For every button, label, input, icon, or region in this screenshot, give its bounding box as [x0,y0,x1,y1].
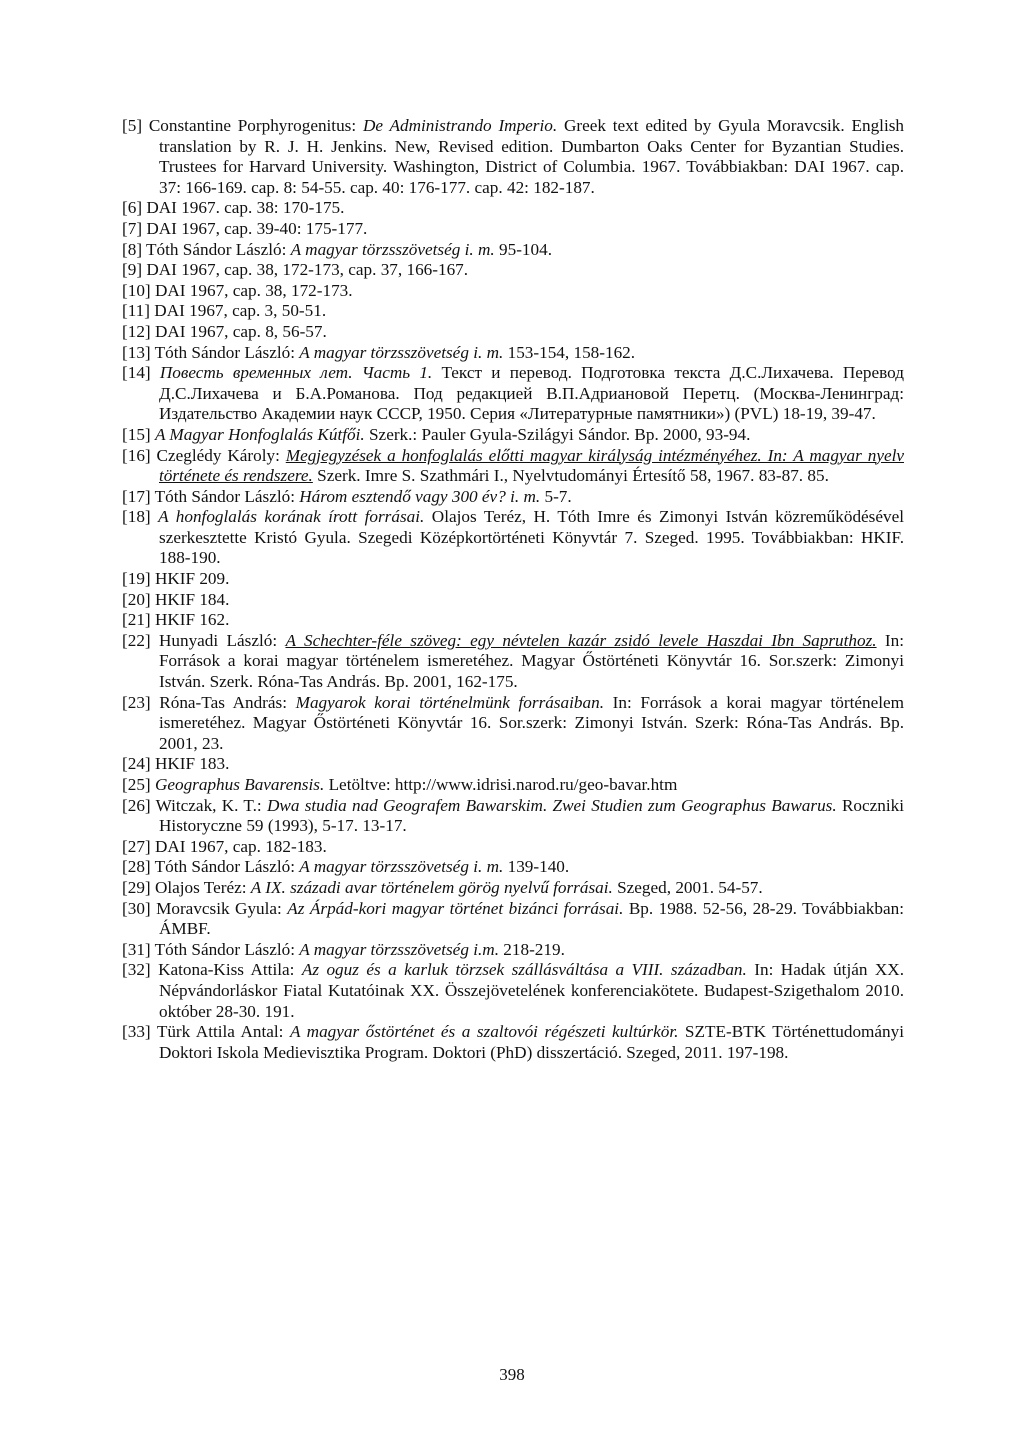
reference-number: [18] [122,507,151,527]
reference-number: [9] [122,260,143,280]
reference-text: Olajos Teréz: [150,877,251,897]
reference-number: [31] [122,939,151,959]
reference-item [122,960,904,1022]
reference-number: [29] [122,877,151,897]
reference-title: A Schechter-féle szöveg: egy névtelen kazár zsidó levele Haszdai Ibn Sapruthoz. [285,630,877,650]
reference-number: [32] [122,960,151,980]
reference-text: Czeglédy Károly: [150,445,286,465]
reference-title: A honfoglalás korának írott forrásai. [158,507,425,527]
reference-text: 95-104. [494,239,552,259]
reference-title: A IX. századi avar történelem görög nyelvű forrásai. [250,877,613,897]
reference-text: Bp. 1988. 52-56, 28-29. Továbbiakban: ÁMBF. [159,898,904,939]
reference-text: Katona-Kiss Attila: [150,960,302,980]
reference-text: DAI 1967, cap. 39-40: 175-177. [142,218,368,238]
reference-text: DAI 1967, cap. 8, 56-57. [150,321,327,341]
reference-text: Szerk. Imre S. Szathmári I., Nyelvtudományi Értesítő 58, 1967. 83-87. 85. [312,466,829,486]
reference-text: Moravcsik Gyula: [150,898,288,918]
reference-text: Witczak, K. T.: [150,795,267,815]
reference-number: [24] [122,754,151,774]
reference-item [122,899,904,940]
reference-text: Olajos Teréz, H. Tóth Imre és Zimonyi István közreműködésével szerkesztette Kristó Gyula. Szegedi Középkortörténeti Könyvtár 7. Szeged. 1995. Továbbiakban: HKIF. 188-190. [159,507,904,568]
reference-number: [17] [122,486,151,506]
reference-text [151,363,160,382]
reference-title: Az oguz és a karluk törzsek szállásváltása a VIII. században. [301,960,747,980]
reference-number: [20] [122,589,151,609]
reference-item [122,260,904,281]
reference-item [122,281,904,302]
reference-text: Roczniki Historyczne 59 (1993), 5-17. 13-17. [159,795,904,836]
reference-title: A magyar törzsszövetség i. m. [290,239,495,259]
reference-text: Letöltve: http://www.idrisi.narod.ru/geo-bavar.htm [324,775,678,794]
reference-text: HKIF 162. [150,610,230,630]
reference-item [122,569,904,590]
reference-item [122,796,904,837]
reference-text: DAI 1967, cap. 182-183. [150,836,327,856]
reference-list [122,116,904,1063]
reference-text: In: Hadak útján XX. Népvándorláskor Fiatal Kutatóinak XX. Összejövetelének konferenciakötete. Budapest-Szigethalom 2010. október 28-30. 191. [159,960,904,1021]
reference-title: Az Árpád-kori magyar történet bizánci forrásai. [287,898,624,918]
reference-number: [14] [122,363,151,383]
reference-item [122,116,904,198]
reference-text: Текст и перевод. Подготовка текста Д.С.Лихачева. Перевод Д.С.Лихачева и Б.А.Романова. Под редакцией В.П.Адриановой Перетц. (Москва-Ленинград: Издательство Академии наук СССР, 1950. Серия «Литературные памятники») (PVL) 18-19, 39-47. [159,363,904,424]
reference-number: [25] [122,775,151,794]
reference-text: DAI 1967. cap. 38: 170-175. [142,198,345,218]
reference-text: 218-219. [499,939,565,959]
reference-title: Geographus Bavarensis. [154,775,325,794]
reference-item [122,343,904,364]
reference-item [122,301,904,322]
reference-number: [15] [122,424,151,444]
reference-number: [33] [122,1022,151,1042]
reference-title: Dwa studia nad Geografem Bawarskim. Zwei Studien zum Geographus Bawarus. [266,795,837,815]
reference-number: [10] [122,280,151,300]
reference-title: Повесть временных лет. Часть 1. [159,363,433,383]
reference-text: Constantine Porphyrogenitus: [142,116,363,135]
reference-number: [28] [122,857,151,877]
reference-number: [26] [122,795,151,815]
reference-item [122,1022,904,1063]
reference-title: A magyar törzsszövetség i. m. [299,342,504,362]
reference-item [122,878,904,899]
reference-text: 5-7. [540,486,572,506]
reference-text: Szeged, 2001. 54-57. [612,877,763,897]
reference-item [122,693,904,755]
reference-text: Tóth Sándor László: [150,939,300,959]
reference-text: DAI 1967, cap. 38, 172-173. [150,280,353,300]
reference-text: Hunyadi László: [150,630,286,650]
reference-number: [11] [122,301,150,321]
reference-text: SZTE-BTK Történettudományi Doktori Iskola Medievisztika Program. Doktori (PhD) disszertáció. Szeged, 2011. 197-198. [159,1022,905,1062]
reference-text: Róna-Tas András: [150,692,296,712]
reference-number: [12] [122,321,151,341]
reference-item [122,219,904,240]
reference-text: 139-140. [503,857,570,877]
reference-text: Tóth Sándor László: [150,486,300,506]
reference-number: [21] [122,610,151,630]
reference-number: [7] [122,218,143,238]
reference-item [122,363,904,425]
reference-text: Tóth Sándor László: [150,342,300,362]
reference-item [122,590,904,611]
reference-number: [8] [122,239,143,259]
reference-text: Greek text edited by Gyula Moravcsik. English translation by R. J. H. Jenkins. New, Revised edition. Dumbarton Oaks Center for Byzantian Studies. Trustees for Harvard University. Washington, District of Columbia. 1967. Továbbiakban: DAI 1967. cap. 37: 166-169. cap. 8: 54-55. cap. 40: 176-177. cap. 42: 182-187. [159,116,905,197]
reference-number: [30] [122,898,151,918]
reference-item [122,198,904,219]
reference-item [122,487,904,508]
reference-text: Türk Attila Antal: [150,1022,290,1042]
reference-text: HKIF 184. [150,589,230,609]
reference-item [122,322,904,343]
reference-title: A magyar törzsszövetség i. m. [299,857,504,877]
reference-item [122,446,904,487]
reference-title: A magyar őstörténet és a szaltovói régészeti kultúrkör. [289,1022,679,1042]
reference-number: [13] [122,342,151,362]
reference-title: Megjegyzések a honfoglalás előtti magyar királyság intézményéhez. In: A magyar nyelv története és rendszere. [159,445,904,486]
reference-item [122,857,904,878]
reference-item [122,507,904,569]
reference-title: Magyarok korai történelmünk forrásaiban. [295,692,604,712]
reference-item [122,610,904,631]
reference-title: A magyar törzsszövetség i.m. [299,939,499,959]
reference-item [122,425,904,446]
reference-item [122,631,904,693]
reference-item [122,240,904,261]
reference-text: In: Források a korai magyar történelem ismeretéhez. Magyar Őstörténeti Könyvtár 16. Sor.szerk: Zimonyi István. Szerk: Róna-Tas András. Bp. 2001, 23. [159,692,904,753]
reference-number: [16] [122,445,151,465]
page-number: 398 [499,1365,525,1384]
reference-item [122,754,904,775]
reference-number: [27] [122,836,151,856]
reference-text: 153-154, 158-162. [503,342,636,362]
reference-item [122,940,904,961]
reference-text [151,507,158,526]
reference-text: Tóth Sándor László: [150,857,300,877]
reference-number: [6] [122,198,143,218]
reference-text: DAI 1967, cap. 3, 50-51. [150,301,327,321]
reference-text: Szerk.: Pauler Gyula-Szilágyi Sándor. Bp. 2000, 93-94. [364,424,751,444]
reference-text: HKIF 183. [150,754,230,774]
reference-text: Tóth Sándor László: [142,239,291,259]
reference-number: [23] [122,692,151,712]
reference-text: DAI 1967, cap. 38, 172-173, cap. 37, 166-167. [142,260,469,280]
reference-title: De Administrando Imperio. [362,116,558,135]
reference-number: [22] [122,630,151,650]
reference-title: A Magyar Honfoglalás Kútfői. [154,424,365,444]
reference-number: [19] [122,569,151,589]
reference-text: HKIF 209. [150,569,230,589]
reference-item [122,837,904,858]
reference-text: In: Források a korai magyar történelem ismeretéhez. Magyar Őstörténeti Könyvtár 16. Sor.szerk: Zimonyi István. Szerk. Róna-Tas András. Bp. 2001, 162-175. [159,630,905,692]
reference-number: [5] [122,116,143,135]
reference-item [122,775,904,796]
reference-title: Három esztendő vagy 300 év? i. m. [299,486,541,506]
